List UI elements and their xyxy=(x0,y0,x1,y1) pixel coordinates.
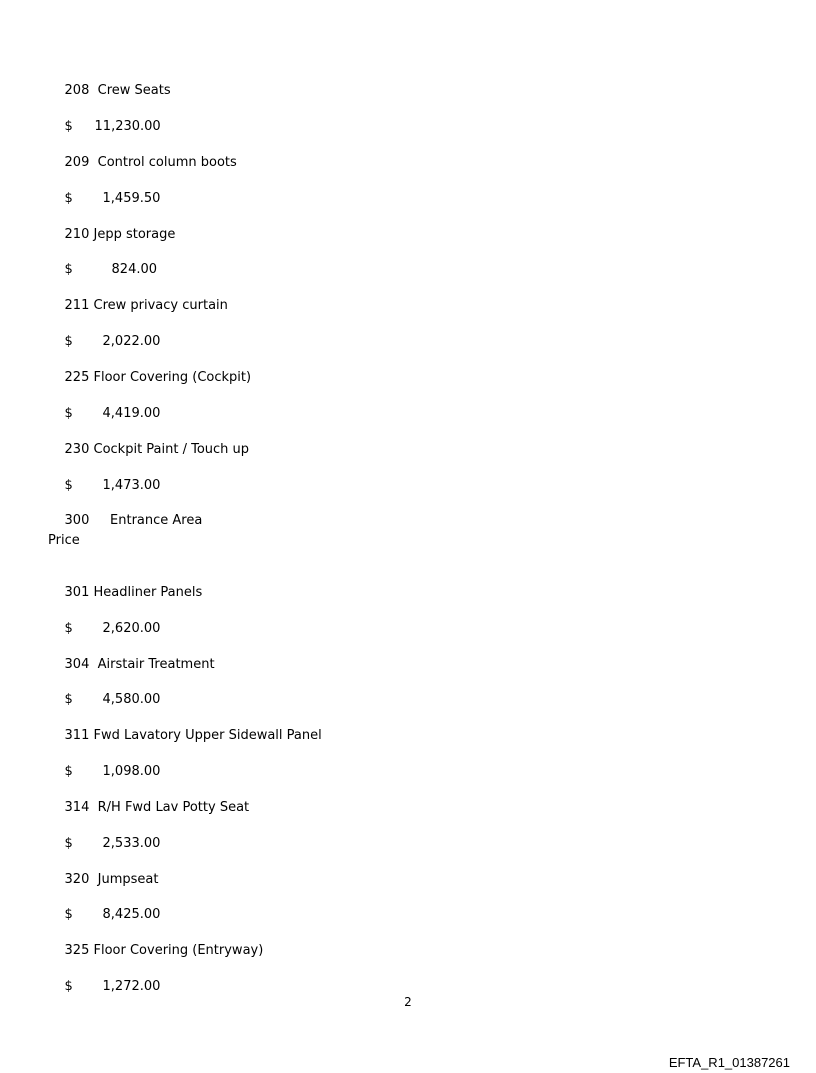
item-description: Jumpseat xyxy=(97,872,159,887)
item-code: 311 xyxy=(64,728,90,743)
document-id: EFTA_R1_01387261 xyxy=(668,1055,790,1070)
currency-symbol: $ xyxy=(64,262,73,277)
price-amount: 2,533.00 xyxy=(102,836,161,851)
item-description: Crew privacy curtain xyxy=(93,298,228,313)
price-amount: 11,230.00 xyxy=(94,119,161,134)
item-description: Control column boots xyxy=(97,155,237,170)
item-code: 314 xyxy=(64,800,90,815)
currency-symbol: $ xyxy=(64,692,73,707)
item-description: Floor Covering (Entryway) xyxy=(93,943,264,958)
item-code: 211 xyxy=(64,298,90,313)
price-amount: 8,425.00 xyxy=(102,907,161,922)
currency-symbol: $ xyxy=(64,334,73,349)
item-description: Fwd Lavatory Upper Sidewall Panel xyxy=(93,728,322,743)
item-code: 210 xyxy=(64,227,90,242)
currency-symbol: $ xyxy=(64,764,73,779)
item-code: 230 xyxy=(64,442,90,457)
currency-symbol: $ xyxy=(64,406,73,421)
item-description: Cockpit Paint / Touch up xyxy=(93,442,250,457)
item-description: Jepp storage xyxy=(93,227,176,242)
price-amount: 1,272.00 xyxy=(102,979,161,994)
price-amount: 1,473.00 xyxy=(102,478,161,493)
item-description: Headliner Panels xyxy=(93,585,203,600)
item-code: 301 xyxy=(64,585,90,600)
item-description: Airstair Treatment xyxy=(97,657,215,672)
price-amount: 4,580.00 xyxy=(102,692,161,707)
item-description: Crew Seats xyxy=(97,83,171,98)
price-amount: 2,620.00 xyxy=(102,621,161,636)
item-code: 325 xyxy=(64,943,90,958)
item-code: 209 xyxy=(64,155,90,170)
page-number: 2 xyxy=(404,995,412,1009)
currency-symbol: $ xyxy=(64,836,73,851)
price-amount: 4,419.00 xyxy=(102,406,161,421)
item-description: Floor Covering (Cockpit) xyxy=(93,370,252,385)
currency-symbol: $ xyxy=(64,979,73,994)
price-amount: 1,459.50 xyxy=(102,191,161,206)
currency-symbol: $ xyxy=(64,621,73,636)
item-code: 304 xyxy=(64,657,90,672)
item-code: 225 xyxy=(64,370,90,385)
section-code: 300 xyxy=(64,513,90,528)
price-amount: 1,098.00 xyxy=(102,764,161,779)
price-label: Price xyxy=(48,533,80,548)
item-description: R/H Fwd Lav Potty Seat xyxy=(97,800,250,815)
item-code: 208 xyxy=(64,83,90,98)
price-amount: 824.00 xyxy=(111,262,158,277)
currency-symbol: $ xyxy=(64,119,73,134)
price-amount: 2,022.00 xyxy=(102,334,161,349)
item-code: 320 xyxy=(64,872,90,887)
currency-symbol: $ xyxy=(64,907,73,922)
section-title: Entrance Area xyxy=(110,513,203,528)
currency-symbol: $ xyxy=(64,478,73,493)
currency-symbol: $ xyxy=(64,191,73,206)
